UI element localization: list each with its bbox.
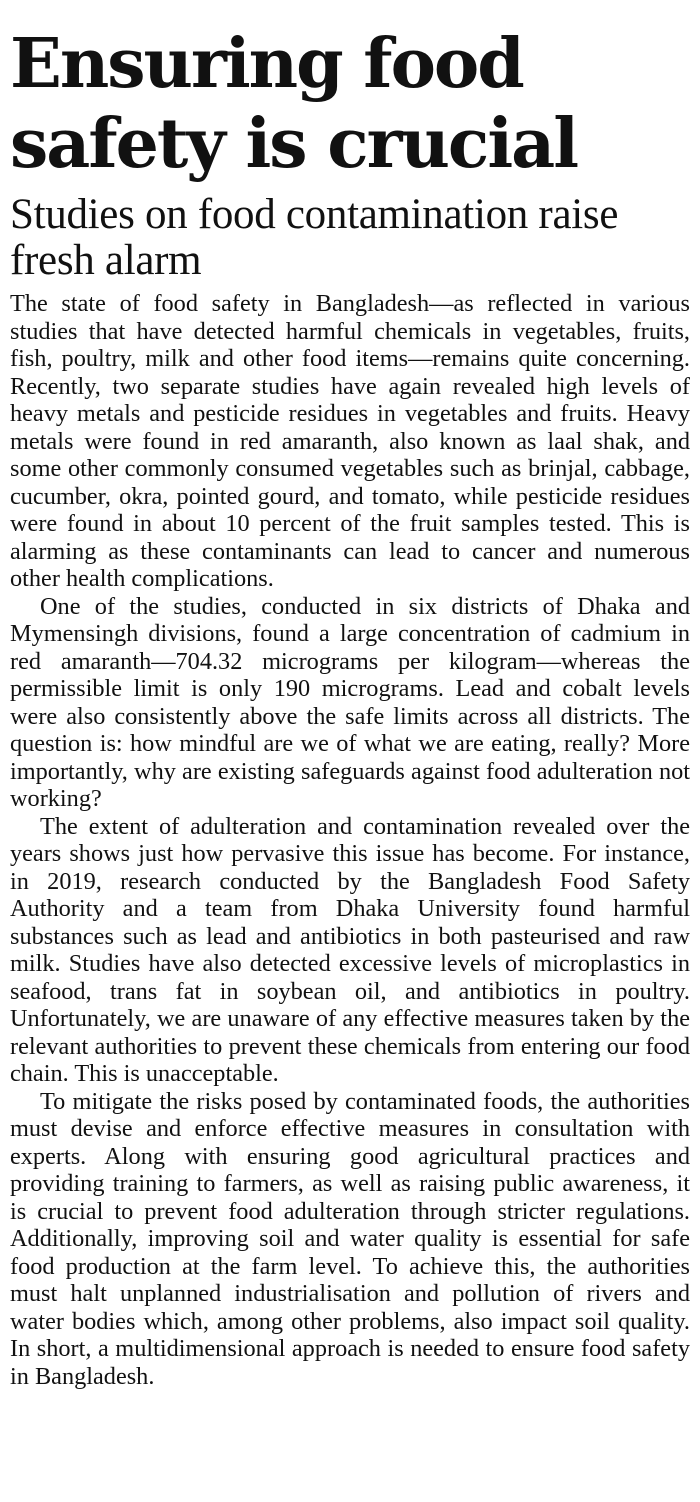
body-paragraph: One of the studies, conducted in six districts of Dhaka and Mymensingh divisions, found a large concentration of cadmium in red amaranth—704.32 micrograms per kilogram—whereas the permissible limit is only 190 micrograms. Lead and cobalt levels were also consistently above the safe limits across all districts. The question is: how mindful are we of what we are eating, really? More importantly, why are existing safeguards against food adulteration not working? — [10, 592, 690, 812]
body-paragraph: The extent of adulteration and contamination revealed over the years shows just how pervasive this issue has become. For instance, in 2019, research conducted by the Bangladesh Food Safety Authority and a team from Dhaka University found harmful substances such as lead and antibiotics in both pasteurised and raw milk. Studies have also detected excessive levels of microplastics in seafood, trans fat in soybean oil, and antibiotics in poultry. Unfortunately, we are unaware of any effective measures taken by the relevant authorities to prevent these chemicals from entering our food chain. This is unacceptable. — [10, 812, 690, 1087]
subheadline: Studies on food contamination raise fresh alarm — [10, 191, 619, 284]
headline: Ensuring food safety is crucial — [10, 24, 578, 184]
body-paragraph: To mitigate the risks posed by contaminated foods, the authorities must devise and enforce effective measures in consultation with experts. Along with ensuring good agricultural practices and providing training to farmers, as well as raising public awareness, it is crucial to prevent food adulteration through stricter regulations. Additionally, improving soil and water quality is essential for safe food production at the farm level. To achieve this, the authorities must halt unplanned industrialisation and pollution of rivers and water bodies which, among other problems, also impact soil quality. In short, a multidimensional approach is needed to ensure food safety in Bangladesh. — [10, 1087, 690, 1390]
article-body — [10, 290, 690, 1390]
body-paragraph: The state of food safety in Bangladesh—as reflected in various studies that have detected harmful chemicals in vegetables, fruits, fish, poultry, milk and other food items—remains quite concerning. Recently, two separate studies have again revealed high levels of heavy metals and pesticide residues in vegetables and fruits. Heavy metals were found in red amaranth, also known as laal shak, and some other commonly consumed vegetables such as brinjal, cabbage, cucumber, okra, pointed gourd, and tomato, while pesticide residues were found in about 10 percent of the fruit samples tested. This is alarming as these contaminants can lead to cancer and numerous other health complications. — [10, 290, 690, 592]
